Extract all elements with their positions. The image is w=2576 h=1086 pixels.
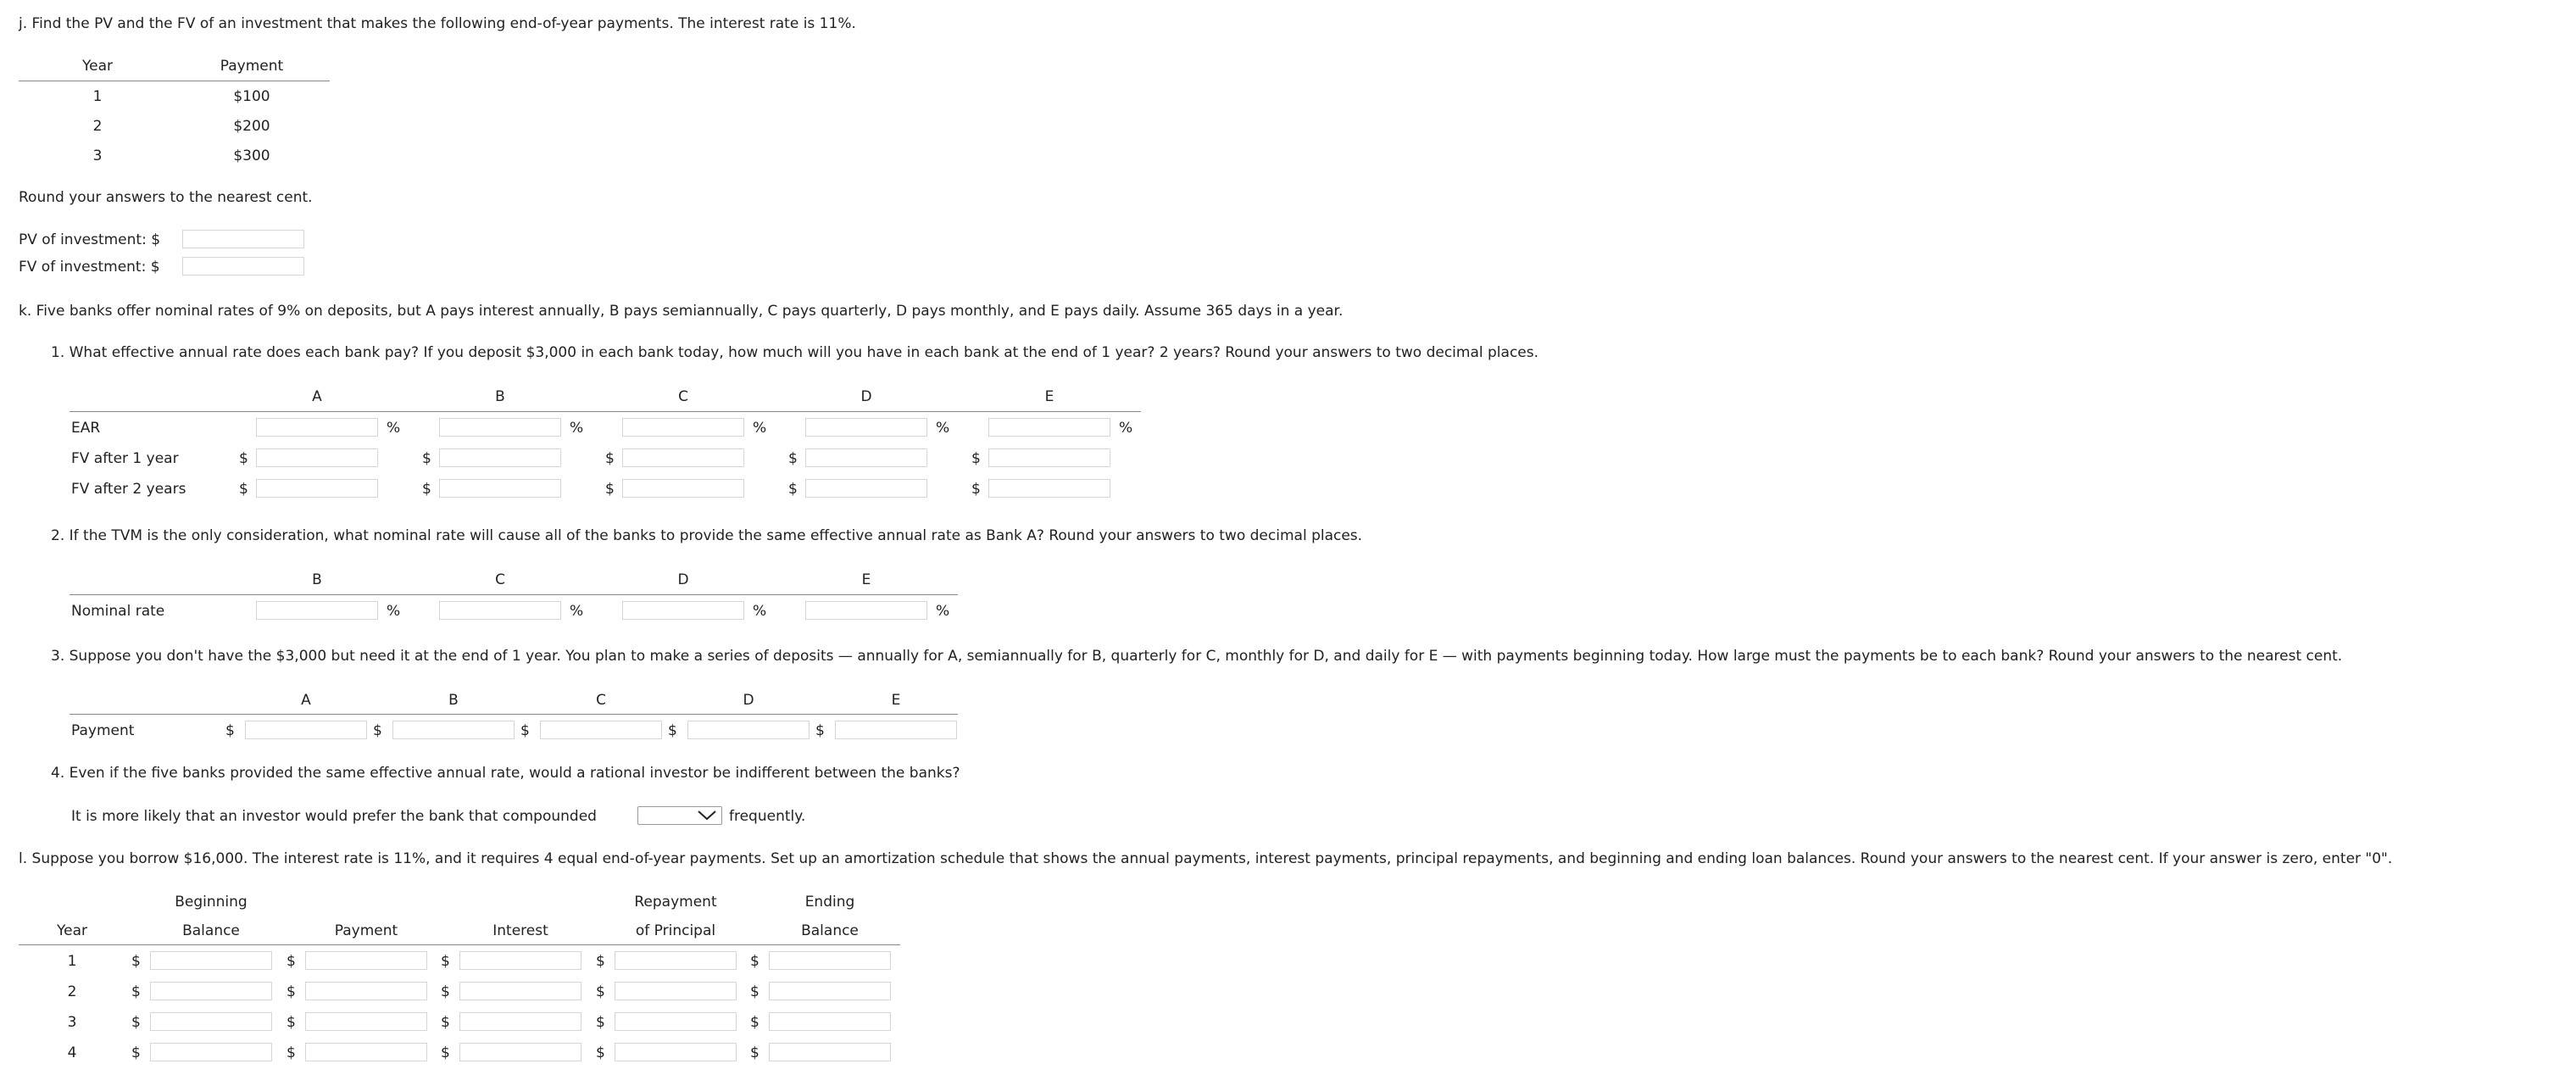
bank-header-d: D — [743, 692, 754, 709]
year-cell: 3 — [92, 148, 103, 164]
interest-input[interactable] — [459, 1043, 581, 1061]
dollar-sign: $ — [287, 1044, 296, 1061]
dollar-sign: $ — [596, 953, 605, 970]
ending-balance-input[interactable] — [769, 982, 891, 1000]
percent-sign: % — [936, 420, 950, 437]
nominal-rate-input-d[interactable] — [622, 601, 744, 620]
row-label-ear: EAR — [71, 420, 101, 437]
dollar-sign: $ — [596, 983, 605, 1000]
percent-sign: % — [570, 420, 584, 437]
payment-input-a[interactable] — [245, 721, 367, 739]
bank-header-e: E — [1044, 388, 1054, 405]
fv2-input-d[interactable] — [805, 479, 927, 498]
fv2-input-a[interactable] — [256, 479, 378, 498]
table-divider — [70, 411, 1141, 412]
ear-input-b[interactable] — [439, 418, 561, 437]
nominal-rate-input-e[interactable] — [805, 601, 927, 620]
bank-header-a: A — [301, 692, 311, 709]
chevron-down-icon — [698, 810, 716, 821]
payment-cell: $100 — [233, 88, 270, 105]
round-note: Round your answers to the nearest cent. — [19, 189, 313, 206]
bank-header-c: C — [596, 692, 606, 709]
question-k4: 4. Even if the five banks provided the same effective annual rate, would a rational investor be indifferent between the banks? — [51, 765, 960, 782]
question-k: k. Five banks offer nominal rates of 9% on deposits, but A pays interest annually, B pays semiannually, C pays quarterly, D pays monthly, and E pays daily. Assume 365 days in a year. — [19, 303, 1344, 320]
bank-header-b: B — [448, 692, 459, 709]
payment-input-b[interactable] — [392, 721, 515, 739]
year-cell: 1 — [92, 88, 103, 105]
percent-sign: % — [1119, 420, 1133, 437]
beginning-balance-input[interactable] — [150, 1012, 272, 1031]
dollar-sign: $ — [441, 1014, 450, 1031]
payment-cell: $300 — [233, 148, 270, 164]
percent-sign: % — [936, 603, 950, 620]
fv1-input-e[interactable] — [988, 448, 1110, 467]
dollar-sign: $ — [441, 953, 450, 970]
dollar-sign: $ — [422, 450, 431, 467]
payment-input[interactable] — [305, 1012, 427, 1031]
dollar-sign: $ — [596, 1014, 605, 1031]
pv-input[interactable] — [182, 230, 304, 248]
ear-input-c[interactable] — [622, 418, 744, 437]
dollar-sign: $ — [750, 953, 759, 970]
percent-sign: % — [570, 603, 584, 620]
beginning-balance-input[interactable] — [150, 951, 272, 970]
year-cell: 2 — [67, 983, 77, 1000]
dollar-sign: $ — [131, 1044, 141, 1061]
fv1-input-a[interactable] — [256, 448, 378, 467]
payment-input-c[interactable] — [540, 721, 662, 739]
dollar-sign: $ — [605, 450, 615, 467]
table-divider — [70, 714, 958, 715]
row-label-payment: Payment — [71, 722, 135, 739]
ending-balance-input[interactable] — [769, 1043, 891, 1061]
principal-repayment-input[interactable] — [615, 951, 737, 970]
question-j: j. Find the PV and the FV of an investment that makes the following end-of-year payments. The interest rate is 11%. — [19, 15, 856, 32]
dollar-sign: $ — [239, 481, 248, 498]
row-label-fv1: FV after 1 year — [71, 450, 179, 467]
principal-repayment-input[interactable] — [615, 982, 737, 1000]
year-cell: 3 — [67, 1014, 77, 1031]
dollar-sign: $ — [225, 722, 235, 739]
compounding-frequency-select[interactable] — [637, 806, 722, 825]
fv-label: FV of investment: $ — [19, 259, 160, 276]
ear-input-a[interactable] — [256, 418, 378, 437]
table-divider — [19, 944, 900, 945]
dollar-sign: $ — [788, 450, 798, 467]
dollar-sign: $ — [287, 983, 296, 1000]
ending-balance-input[interactable] — [769, 1012, 891, 1031]
question-k3: 3. Suppose you don't have the $3,000 but need it at the end of 1 year. You plan to make a series of deposits — annually for A, semiannually for B, quarterly for C, monthly for D, and daily for E — with payments beginning today. How large must the payments be to each bank? Round your answers to the nearest cent. — [51, 648, 2343, 665]
percent-sign: % — [387, 603, 401, 620]
question-l: l. Suppose you borrow $16,000. The interest rate is 11%, and it requires 4 equal end-of-year payments. Set up an amortization schedule that shows the annual payments, interest payments, principal repayments, and beginning and ending loan balances. Round your answers to the nearest cent. If your answer is zero, enter "0". — [19, 850, 2393, 867]
fv2-input-c[interactable] — [622, 479, 744, 498]
header-beginning: Beginning — [175, 894, 248, 911]
dollar-sign: $ — [815, 722, 825, 739]
header-repayment: Repayment — [634, 894, 717, 911]
nominal-rate-input-b[interactable] — [256, 601, 378, 620]
header-balance: Balance — [182, 922, 240, 939]
row-label-nominal-rate: Nominal rate — [71, 603, 165, 620]
dollar-sign: $ — [750, 1044, 759, 1061]
k4-sentence-end: frequently. — [729, 808, 806, 825]
header-ending: Ending — [804, 894, 855, 911]
fv2-input-b[interactable] — [439, 479, 561, 498]
bank-header-d: D — [677, 571, 689, 588]
interest-input[interactable] — [459, 1012, 581, 1031]
bank-header-c: C — [495, 571, 505, 588]
year-cell: 2 — [92, 118, 103, 135]
k4-sentence-start: It is more likely that an investor would prefer the bank that compounded — [71, 808, 597, 825]
dollar-sign: $ — [287, 1014, 296, 1031]
dollar-sign: $ — [373, 722, 382, 739]
beginning-balance-input[interactable] — [150, 982, 272, 1000]
dollar-sign: $ — [422, 481, 431, 498]
dollar-sign: $ — [605, 481, 615, 498]
dollar-sign: $ — [131, 1014, 141, 1031]
dollar-sign: $ — [668, 722, 677, 739]
dollar-sign: $ — [971, 450, 981, 467]
header-year: Year — [57, 922, 87, 939]
bank-header-e: E — [861, 571, 871, 588]
dollar-sign: $ — [287, 953, 296, 970]
row-label-fv2: FV after 2 years — [71, 481, 186, 498]
bank-header-a: A — [312, 388, 322, 405]
interest-input[interactable] — [459, 982, 581, 1000]
payment-input[interactable] — [305, 1043, 427, 1061]
payment-input-e[interactable] — [835, 721, 957, 739]
percent-sign: % — [753, 603, 767, 620]
payment-cell: $200 — [233, 118, 270, 135]
payment-input[interactable] — [305, 951, 427, 970]
fv1-input-b[interactable] — [439, 448, 561, 467]
header-interest: Interest — [492, 922, 548, 939]
dollar-sign: $ — [971, 481, 981, 498]
beginning-balance-input[interactable] — [150, 1043, 272, 1061]
dollar-sign: $ — [520, 722, 530, 739]
payment-input[interactable] — [305, 982, 427, 1000]
fv1-input-d[interactable] — [805, 448, 927, 467]
dollar-sign: $ — [441, 1044, 450, 1061]
header-ending-balance: Balance — [801, 922, 859, 939]
bank-header-b: B — [312, 571, 322, 588]
ear-input-e[interactable] — [988, 418, 1110, 437]
dollar-sign: $ — [239, 450, 248, 467]
ear-input-d[interactable] — [805, 418, 927, 437]
interest-input[interactable] — [459, 951, 581, 970]
ending-balance-input[interactable] — [769, 951, 891, 970]
year-cell: 4 — [67, 1044, 77, 1061]
header-of-principal: of Principal — [635, 922, 716, 939]
question-k1: 1. What effective annual rate does each bank pay? If you deposit $3,000 in each bank today, how much will you have in each bank at the end of 1 year? 2 years? Round your answers to two decimal places. — [51, 344, 1539, 361]
dollar-sign: $ — [596, 1044, 605, 1061]
dollar-sign: $ — [788, 481, 798, 498]
column-header-payment: Payment — [220, 58, 284, 75]
percent-sign: % — [387, 420, 401, 437]
dollar-sign: $ — [441, 983, 450, 1000]
column-header-year: Year — [82, 58, 113, 75]
bank-header-e: E — [891, 692, 901, 709]
percent-sign: % — [753, 420, 767, 437]
fv2-input-e[interactable] — [988, 479, 1110, 498]
year-cell: 1 — [67, 953, 77, 970]
dollar-sign: $ — [750, 983, 759, 1000]
bank-header-b: B — [495, 388, 505, 405]
fv1-input-c[interactable] — [622, 448, 744, 467]
dollar-sign: $ — [131, 953, 141, 970]
question-k2: 2. If the TVM is the only consideration, what nominal rate will cause all of the banks to provide the same effective annual rate as Bank A? Round your answers to two decimal places. — [51, 527, 1363, 544]
bank-header-d: D — [860, 388, 872, 405]
payment-input-d[interactable] — [687, 721, 810, 739]
table-divider — [70, 594, 958, 595]
principal-repayment-input[interactable] — [615, 1043, 737, 1061]
pv-label: PV of investment: $ — [19, 231, 161, 248]
fv-input[interactable] — [182, 257, 304, 276]
dollar-sign: $ — [131, 983, 141, 1000]
nominal-rate-input-c[interactable] — [439, 601, 561, 620]
header-payment: Payment — [334, 922, 398, 939]
dollar-sign: $ — [750, 1014, 759, 1031]
principal-repayment-input[interactable] — [615, 1012, 737, 1031]
bank-header-c: C — [678, 388, 688, 405]
